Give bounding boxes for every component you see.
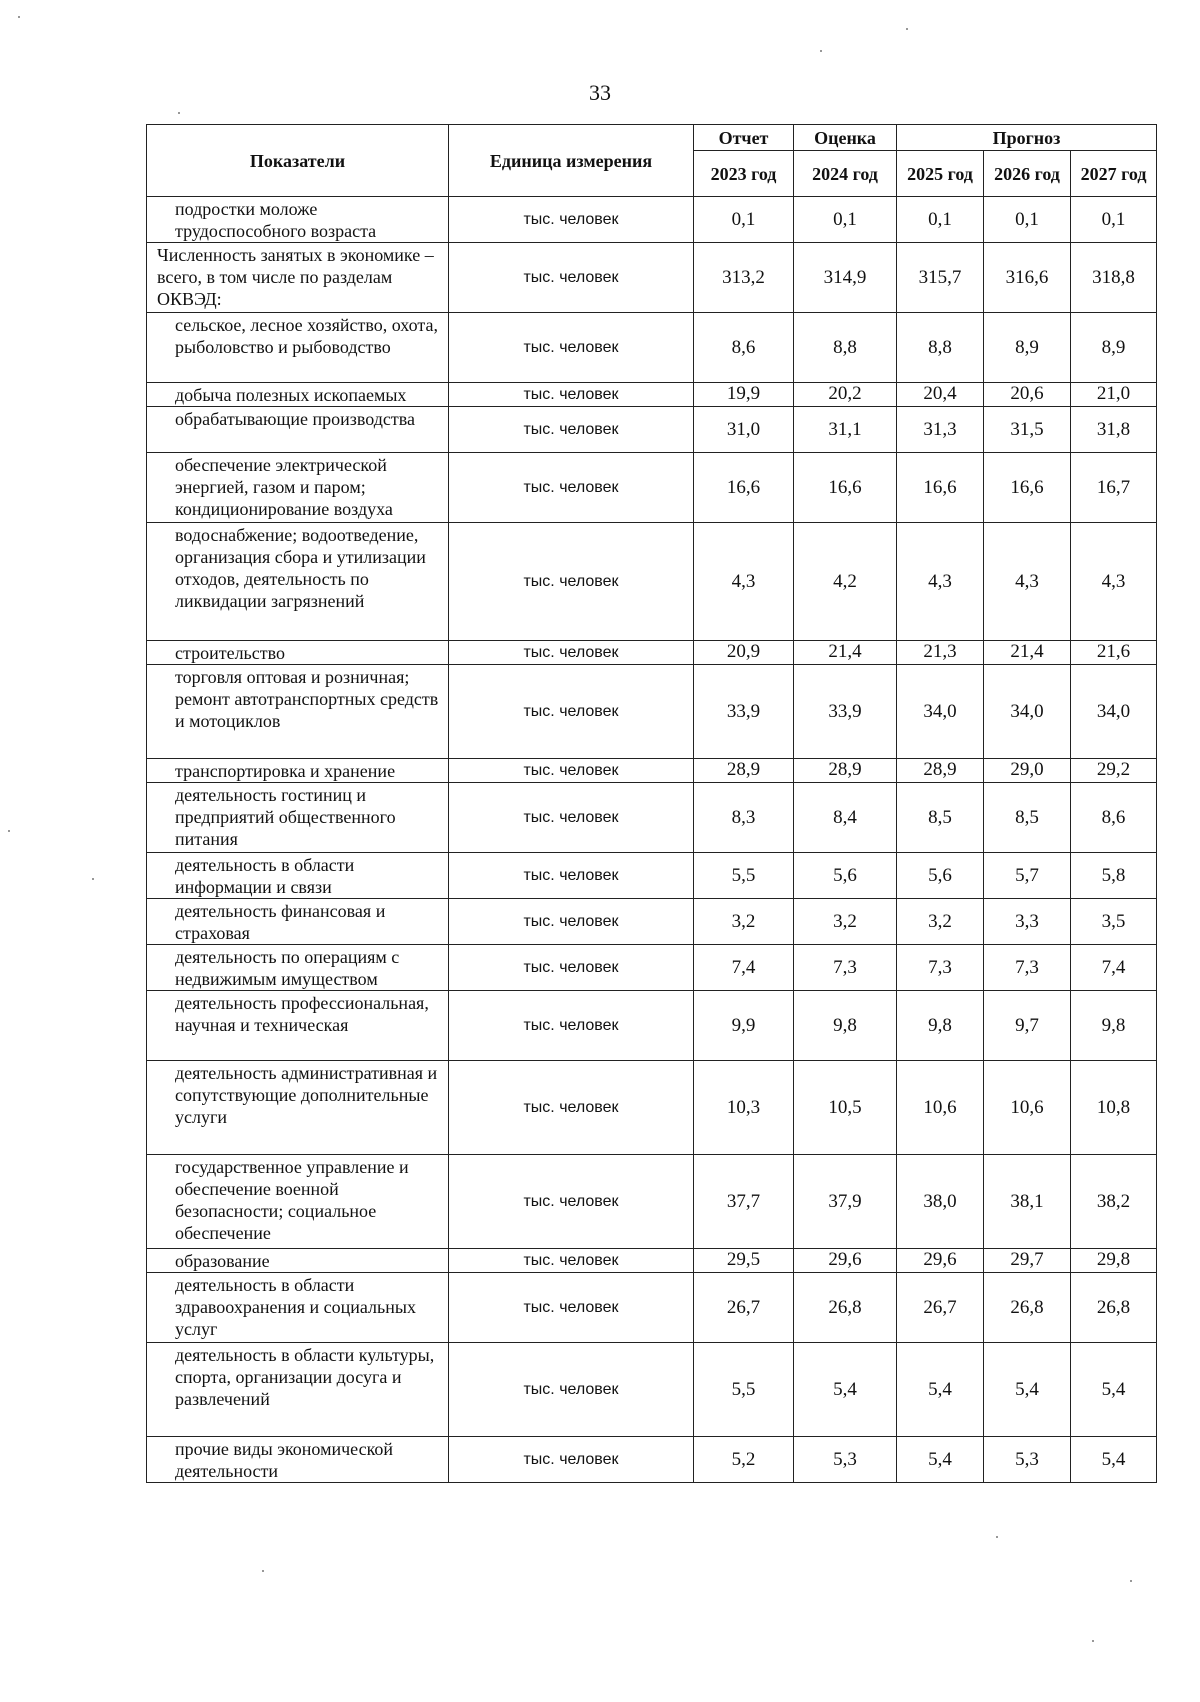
value-2024: 16,6 [794,453,897,523]
header-forecast: Прогноз [897,125,1157,151]
value-2024: 314,9 [794,243,897,313]
indicator-name: Численность занятых в экономике – всего, в том числе по разделам ОКВЭД: [147,243,449,313]
value-2027: 26,8 [1071,1273,1157,1343]
value-2027: 5,4 [1071,1437,1157,1483]
value-2027: 0,1 [1071,197,1157,243]
indicator-name: деятельность профессиональная, научная и техническая [147,991,449,1061]
indicator-name: водоснабжение; водоотведение, организация сбора и утилизации отходов, деятельность по ликвидации загрязнений [147,523,449,641]
value-2027: 10,8 [1071,1061,1157,1155]
header-year-2025: 2025 год [897,151,984,197]
value-2023: 5,5 [694,1343,794,1437]
header-year-2026: 2026 год [984,151,1071,197]
unit-cell: тыс. человек [449,243,694,313]
header-year-2023: 2023 год [694,151,794,197]
value-2026: 34,0 [984,665,1071,759]
value-2023: 4,3 [694,523,794,641]
value-2023: 19,9 [694,383,794,407]
value-2027: 5,4 [1071,1343,1157,1437]
value-2024: 33,9 [794,665,897,759]
value-2026: 38,1 [984,1155,1071,1249]
scan-speck [178,112,180,114]
value-2023: 20,9 [694,641,794,665]
value-2024: 31,1 [794,407,897,453]
unit-cell: тыс. человек [449,1273,694,1343]
value-2024: 26,8 [794,1273,897,1343]
value-2025: 0,1 [897,197,984,243]
value-2026: 16,6 [984,453,1071,523]
header-indicators: Показатели [147,125,449,197]
forecast-table-container [146,124,1156,1483]
unit-cell: тыс. человек [449,783,694,853]
value-2024: 4,2 [794,523,897,641]
value-2027: 4,3 [1071,523,1157,641]
value-2023: 31,0 [694,407,794,453]
value-2025: 21,3 [897,641,984,665]
table-row [147,383,1157,407]
value-2025: 10,6 [897,1061,984,1155]
table-row [147,665,1157,759]
value-2025: 5,4 [897,1437,984,1483]
indicator-name: сельское, лесное хозяйство, охота, рыболовство и рыбоводство [147,313,449,383]
value-2024: 0,1 [794,197,897,243]
table-row [147,783,1157,853]
value-2023: 28,9 [694,759,794,783]
value-2026: 26,8 [984,1273,1071,1343]
value-2025: 31,3 [897,407,984,453]
value-2023: 313,2 [694,243,794,313]
unit-cell: тыс. человек [449,1249,694,1273]
value-2026: 8,5 [984,783,1071,853]
unit-cell: тыс. человек [449,641,694,665]
value-2027: 8,9 [1071,313,1157,383]
value-2023: 7,4 [694,945,794,991]
indicator-name: деятельность финансовая и страховая [147,899,449,945]
value-2024: 7,3 [794,945,897,991]
unit-cell: тыс. человек [449,1437,694,1483]
value-2024: 5,4 [794,1343,897,1437]
table-row [147,641,1157,665]
value-2025: 28,9 [897,759,984,783]
value-2023: 3,2 [694,899,794,945]
scan-speck [262,1570,264,1572]
value-2023: 9,9 [694,991,794,1061]
value-2024: 29,6 [794,1249,897,1273]
table-row [147,407,1157,453]
value-2026: 5,4 [984,1343,1071,1437]
value-2023: 0,1 [694,197,794,243]
indicator-name: деятельность административная и сопутствующие дополнительные услуги [147,1061,449,1155]
value-2026: 4,3 [984,523,1071,641]
value-2027: 29,2 [1071,759,1157,783]
indicator-name: обеспечение электрической энергией, газом и паром; кондиционирование воздуха [147,453,449,523]
header-unit: Единица измерения [449,125,694,197]
indicator-name: транспортировка и хранение [147,759,449,783]
value-2023: 29,5 [694,1249,794,1273]
value-2026: 316,6 [984,243,1071,313]
unit-cell: тыс. человек [449,899,694,945]
table-row [147,1155,1157,1249]
value-2025: 7,3 [897,945,984,991]
value-2027: 38,2 [1071,1155,1157,1249]
unit-cell: тыс. человек [449,197,694,243]
table-row [147,945,1157,991]
scan-speck [996,1536,998,1538]
value-2025: 20,4 [897,383,984,407]
value-2026: 20,6 [984,383,1071,407]
unit-cell: тыс. человек [449,313,694,383]
value-2023: 8,6 [694,313,794,383]
value-2023: 26,7 [694,1273,794,1343]
value-2023: 33,9 [694,665,794,759]
value-2026: 10,6 [984,1061,1071,1155]
scan-speck [820,50,822,52]
scan-speck [1130,1580,1132,1582]
value-2027: 9,8 [1071,991,1157,1061]
indicator-name: образование [147,1249,449,1273]
unit-cell: тыс. человек [449,759,694,783]
table-row [147,1061,1157,1155]
value-2025: 8,5 [897,783,984,853]
scan-speck [8,830,10,832]
value-2026: 7,3 [984,945,1071,991]
value-2024: 5,6 [794,853,897,899]
table-row [147,991,1157,1061]
indicator-name: обрабатывающие производства [147,407,449,453]
value-2025: 29,6 [897,1249,984,1273]
value-2026: 9,7 [984,991,1071,1061]
table-row [147,899,1157,945]
value-2025: 5,6 [897,853,984,899]
value-2024: 21,4 [794,641,897,665]
unit-cell: тыс. человек [449,853,694,899]
value-2023: 37,7 [694,1155,794,1249]
indicator-name: государственное управление и обеспечение военной безопасности; социальное обеспечение [147,1155,449,1249]
value-2024: 37,9 [794,1155,897,1249]
value-2026: 8,9 [984,313,1071,383]
value-2027: 3,5 [1071,899,1157,945]
value-2025: 315,7 [897,243,984,313]
value-2025: 38,0 [897,1155,984,1249]
table-row [147,1249,1157,1273]
scan-speck [906,28,908,30]
table-row [147,313,1157,383]
indicator-name: деятельность гостиниц и предприятий общественного питания [147,783,449,853]
value-2025: 16,6 [897,453,984,523]
value-2025: 4,3 [897,523,984,641]
unit-cell: тыс. человек [449,665,694,759]
value-2027: 318,8 [1071,243,1157,313]
indicator-name: торговля оптовая и розничная; ремонт автотранспортных средств и мотоциклов [147,665,449,759]
table-row [147,1437,1157,1483]
value-2025: 3,2 [897,899,984,945]
unit-cell: тыс. человек [449,1155,694,1249]
value-2024: 28,9 [794,759,897,783]
unit-cell: тыс. человек [449,453,694,523]
value-2023: 10,3 [694,1061,794,1155]
table-row [147,523,1157,641]
value-2027: 21,6 [1071,641,1157,665]
header-year-2027: 2027 год [1071,151,1157,197]
value-2024: 9,8 [794,991,897,1061]
table-row [147,759,1157,783]
value-2027: 8,6 [1071,783,1157,853]
scan-speck [1092,1640,1094,1642]
value-2025: 9,8 [897,991,984,1061]
table-row [147,1273,1157,1343]
value-2026: 29,7 [984,1249,1071,1273]
scan-speck [18,16,20,18]
header-year-2024: 2024 год [794,151,897,197]
table-row [147,197,1157,243]
table-row [147,453,1157,523]
unit-cell: тыс. человек [449,945,694,991]
value-2026: 0,1 [984,197,1071,243]
header-report: Отчет [694,125,794,151]
table-row [147,853,1157,899]
value-2025: 8,8 [897,313,984,383]
header-estimate: Оценка [794,125,897,151]
value-2023: 5,5 [694,853,794,899]
table-row [147,1343,1157,1437]
value-2025: 5,4 [897,1343,984,1437]
table-row [147,243,1157,313]
unit-cell: тыс. человек [449,991,694,1061]
indicator-name: деятельность по операциям с недвижимым имуществом [147,945,449,991]
value-2024: 5,3 [794,1437,897,1483]
indicator-name: деятельность в области здравоохранения и социальных услуг [147,1273,449,1343]
value-2023: 16,6 [694,453,794,523]
value-2024: 10,5 [794,1061,897,1155]
indicator-name: деятельность в области информации и связи [147,853,449,899]
value-2024: 8,4 [794,783,897,853]
value-2025: 26,7 [897,1273,984,1343]
value-2027: 31,8 [1071,407,1157,453]
value-2026: 29,0 [984,759,1071,783]
employment-forecast-table [146,124,1157,1483]
unit-cell: тыс. человек [449,383,694,407]
value-2023: 5,2 [694,1437,794,1483]
indicator-name: строительство [147,641,449,665]
value-2024: 3,2 [794,899,897,945]
value-2025: 34,0 [897,665,984,759]
value-2026: 21,4 [984,641,1071,665]
value-2024: 8,8 [794,313,897,383]
unit-cell: тыс. человек [449,407,694,453]
value-2027: 29,8 [1071,1249,1157,1273]
value-2027: 21,0 [1071,383,1157,407]
unit-cell: тыс. человек [449,1343,694,1437]
value-2027: 16,7 [1071,453,1157,523]
value-2027: 5,8 [1071,853,1157,899]
value-2026: 31,5 [984,407,1071,453]
value-2026: 5,3 [984,1437,1071,1483]
value-2024: 20,2 [794,383,897,407]
indicator-name: прочие виды экономической деятельности [147,1437,449,1483]
unit-cell: тыс. человек [449,523,694,641]
value-2023: 8,3 [694,783,794,853]
page-number: 33 [589,80,611,105]
table-body [147,197,1157,1483]
value-2026: 5,7 [984,853,1071,899]
indicator-name: подростки моложе трудоспособного возраста [147,197,449,243]
unit-cell: тыс. человек [449,1061,694,1155]
value-2027: 7,4 [1071,945,1157,991]
value-2026: 3,3 [984,899,1071,945]
indicator-name: деятельность в области культуры, спорта, организации досуга и развлечений [147,1343,449,1437]
indicator-name: добыча полезных ископаемых [147,383,449,407]
value-2027: 34,0 [1071,665,1157,759]
scan-speck [92,878,94,880]
